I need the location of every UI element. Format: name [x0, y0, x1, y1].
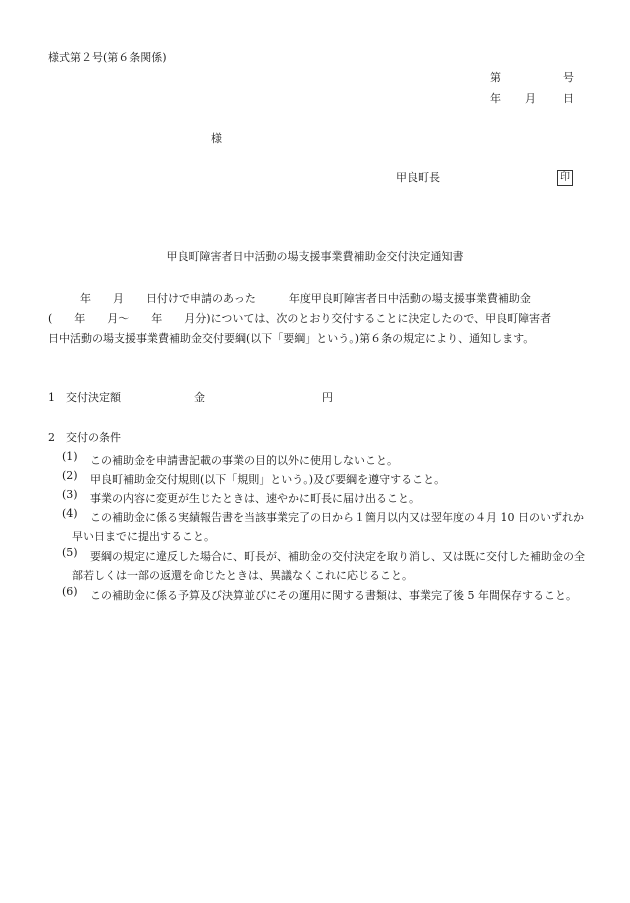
condition-item: [62, 451, 588, 470]
section-1-label: 1 交付決定額: [48, 391, 121, 404]
body-line-1: 年 月 日付けで申請のあった 年度甲良町障害者日中活動の場支援事業費補助金: [80, 292, 531, 305]
condition-number: (6): [62, 585, 78, 598]
condition-number: (4): [62, 507, 78, 520]
date-day: 日: [563, 92, 574, 105]
date-year: 年: [490, 92, 501, 105]
date-month: 月: [525, 92, 536, 105]
condition-number: (2): [62, 469, 78, 482]
addressee-suffix: 様: [211, 132, 222, 145]
condition-text: 甲良町補助金交付規則(以下「規則」という。)及び要綱を遵守すること。: [90, 473, 446, 486]
condition-text: 要綱の規定に違反した場合に、町長が、補助金の交付決定を取り消し、又は既に交付した補助金の全部若しくは一部の返還を命じたときは、異議なくこれに応じること。: [72, 550, 585, 582]
amount-suffix: 円: [322, 391, 333, 404]
condition-item: [62, 547, 588, 585]
condition-text: 事業の内容に変更が生じたときは、速やかに町長に届け出ること。: [90, 492, 420, 505]
condition-item: [62, 586, 588, 605]
issuer-name: 甲良町長: [396, 171, 440, 184]
condition-item: [62, 470, 588, 489]
condition-item: [62, 508, 588, 546]
seal-mark: [557, 170, 573, 186]
section-2-label: 2 交付の条件: [48, 431, 121, 444]
condition-text: この補助金を申請書記載の事業の目的以外に使用しないこと。: [90, 454, 398, 467]
doc-number-prefix: 第: [490, 71, 501, 84]
body-line-2: ( 年 月～ 年 月分)については、次のとおり交付することに決定したので、甲良町障害者: [48, 312, 552, 325]
body-line-3: 日中活動の場支援事業費補助金交付要綱(以下「要綱」という。)第６条の規定により、通知します。: [48, 332, 535, 345]
condition-text: この補助金に係る予算及び決算並びにその運用に関する書類は、事業完了後 5 年間保存すること。: [90, 589, 577, 602]
condition-item: [62, 489, 588, 508]
condition-number: (1): [62, 450, 78, 463]
condition-number: (3): [62, 488, 78, 501]
amount-prefix: 金: [194, 391, 205, 404]
condition-text: この補助金に係る実績報告書を当該事業完了の日から１箇月以内又は翌年度の４月 10 日のいずれか早い日までに提出すること。: [72, 511, 584, 543]
doc-number-suffix: 号: [563, 71, 574, 84]
form-number: 様式第２号(第６条関係): [48, 51, 167, 64]
condition-number: (5): [62, 546, 78, 559]
seal-label: 印: [557, 170, 573, 186]
document-title: 甲良町障害者日中活動の場支援事業費補助金交付決定通知書: [166, 250, 464, 263]
